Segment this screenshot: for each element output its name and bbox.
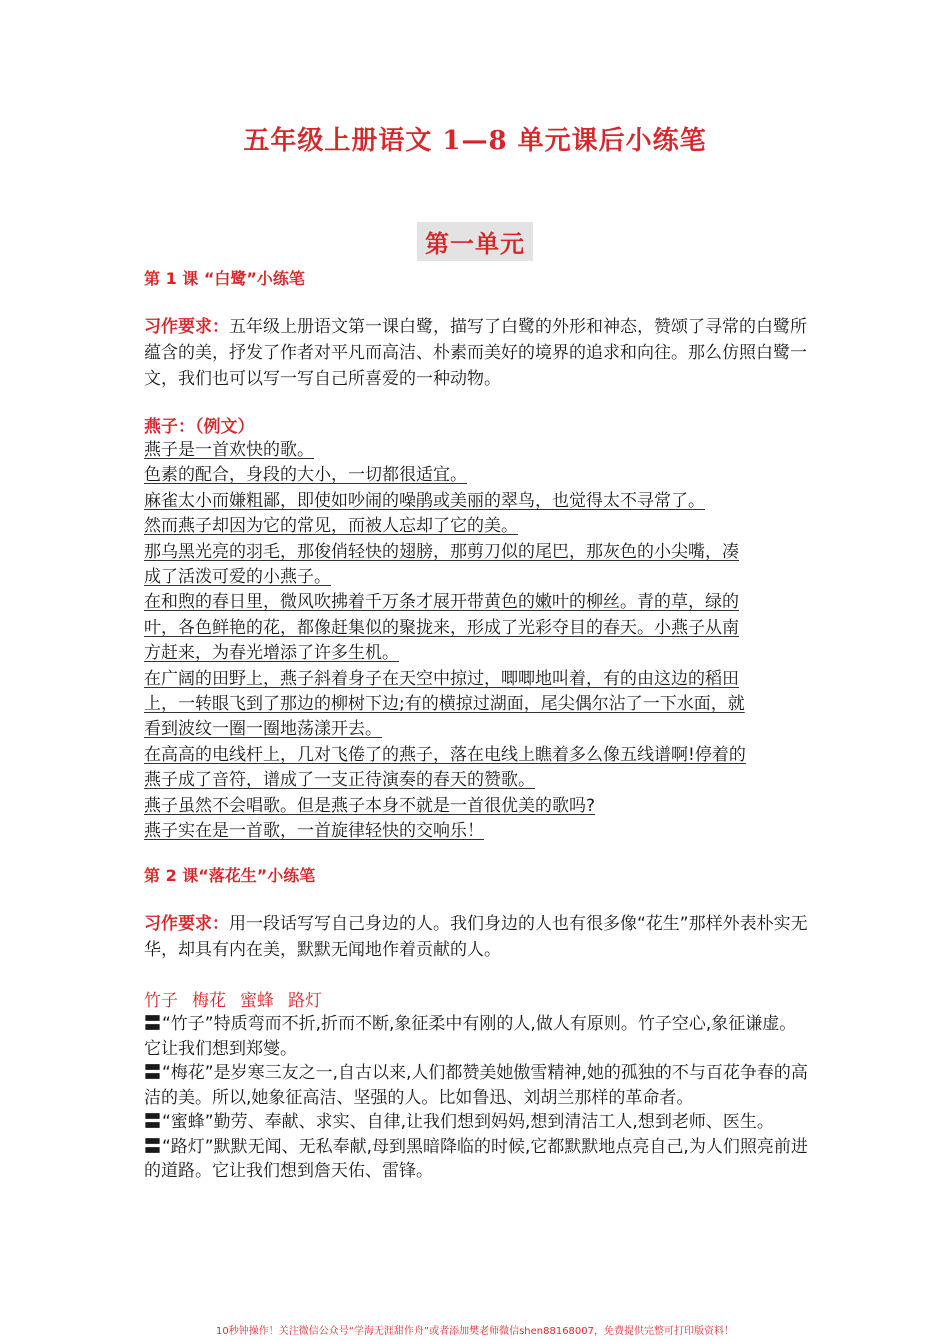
example-line: [144, 692, 808, 717]
example-text: [144, 438, 808, 845]
unit-heading: [0, 222, 950, 261]
example-line-text: 成了活泼可爱的小燕子。: [144, 567, 331, 588]
example-line-text: 在和煦的春日里，微风吹拂着千万条才展开带黄色的嫩叶的柳丝。青的草，绿的: [144, 592, 739, 613]
list-item-text: “路灯”默默无闻、无私奉献,母到黑暗降临的时候,它都默默地点亮自己,为人们照亮前进的道路。它让我们想到詹天佑、雷锋。: [144, 1136, 808, 1181]
list-item-text: “梅花”是岁寒三友之一,自古以来,人们都赞美她傲雪精神,她的孤独的不与百花争春的高洁的美。所以,她象征高洁、坚强的人。比如鲁迅、刘胡兰那样的革命者。: [144, 1063, 808, 1108]
example-line-text: 麻雀太小而嫌粗鄙，即使如吵闹的噪鹃或美丽的翠鸟，也觉得太不寻常了。: [144, 490, 705, 511]
list-item-text: “竹子”特质弯而不折,折而不断,象征柔中有刚的人,做人有原则。竹子空心,象征谦虚。它让我们想到郑燮。: [144, 1014, 797, 1059]
example-line-text: 上，一转眼飞到了那边的柳树下边;有的横掠过湖面，尾尖偶尔沾了一下水面，就: [144, 694, 745, 715]
unit-title-label: 第一单元: [417, 222, 533, 261]
symbols-heading: [144, 986, 336, 1011]
example-line-text: 叶，各色鲜艳的花，都像赶集似的聚拢来，形成了光彩夺目的春天。小燕子从南: [144, 617, 739, 638]
footer-notice: 10秒钟操作！关注微信公众号“学海无涯甜作舟”或者添加樊老师微信shen88168007，免费提供完整可打印版资料！: [215, 1326, 735, 1337]
example-line: [144, 667, 808, 692]
list-item-text: “蜜蜂”勤劳、奉献、求实、自律,让我们想到妈妈,想到清洁工人,想到老师、医生。: [162, 1112, 774, 1132]
example-line: [144, 489, 808, 514]
example-line: [144, 717, 808, 742]
symbol-word: 梅花: [192, 991, 226, 1011]
example-line: [144, 514, 808, 539]
list-item: [144, 1061, 808, 1110]
lesson-2-heading: 第 2 课“落花生”小练笔: [144, 866, 316, 885]
symbol-word: 竹子: [144, 991, 178, 1011]
requirement-label: 习作要求：: [144, 317, 229, 337]
lesson-2-requirement: [144, 911, 808, 963]
list-item: [144, 1012, 808, 1061]
example-line-text: 燕子实在是一首歌，一首旋律轻快的交响乐！: [144, 821, 484, 842]
bullet-mark: 〓: [144, 1063, 161, 1083]
symbol-list: [144, 1012, 808, 1184]
example-line: [144, 565, 808, 590]
example-line-text: 在广阔的田野上，燕子斜着身子在天空中掠过，唧唧地叫着，有的由这边的稻田: [144, 668, 739, 689]
requirement-text: 五年级上册语文第一课白鹭，描写了白鹭的外形和神态，赞颂了寻常的白鹭所蕴含的美，抒发了作者对平凡而高洁、朴素而美好的境界的追求和向往。那么仿照白鹭一文，我们也可以写一写自己所喜爱的一种动物。: [144, 317, 807, 389]
example-line: [144, 768, 808, 793]
example-line-text: 那乌黑光亮的羽毛，那俊俏轻快的翅膀，那剪刀似的尾巴，那灰色的小尖嘴，凑: [144, 541, 739, 562]
bullet-mark: 〓: [144, 1014, 161, 1034]
example-line: [144, 794, 808, 819]
example-line-text: 然而燕子却因为它的常见，而被人忘却了它的美。: [144, 516, 518, 537]
example-line-text: 燕子是一首欢快的歌。: [144, 440, 314, 460]
list-item: [144, 1110, 808, 1135]
example-line-text: 燕子成了音符，谱成了一支正待演奏的春天的赞歌。: [144, 770, 535, 791]
symbol-word: 蜜蜂: [240, 991, 274, 1011]
requirement-text: 用一段话写写自己身边的人。我们身边的人也有很多像“花生”那样外表朴实无华，却具有内在美，默默无闻地作着贡献的人。: [144, 914, 808, 960]
example-line: [144, 438, 808, 463]
example-line: [144, 590, 808, 615]
example-line: [144, 743, 808, 768]
document-title: 五年级上册语文 1—8 单元课后小练笔: [243, 126, 707, 156]
requirement-label: 习作要求：: [144, 914, 229, 934]
example-line: [144, 463, 808, 488]
example-line-text: 方赶来，为春光增添了许多生机。: [144, 643, 399, 664]
example-line-text: 看到波纹一圈一圈地荡漾开去。: [144, 719, 382, 740]
example-line: [144, 540, 808, 565]
list-item: [144, 1135, 808, 1184]
example-line-text: 燕子虽然不会唱歌。但是燕子本身不就是一首很优美的歌吗?: [144, 795, 596, 816]
example-line: [144, 616, 808, 641]
example-line: [144, 641, 808, 666]
bullet-mark: 〓: [144, 1136, 161, 1157]
lesson-1-requirement: [144, 314, 808, 392]
example-line-text: 在高高的电线杆上，几对飞倦了的燕子，落在电线上瞧着多么像五线谱啊!停着的: [144, 744, 746, 765]
example-label: 燕子：（例文）: [144, 417, 255, 437]
example-line: [144, 819, 808, 844]
bullet-mark: 〓: [144, 1112, 161, 1132]
symbol-word: 路灯: [288, 991, 322, 1011]
lesson-1-heading: 第 1 课 “白鹭”小练笔: [144, 269, 305, 288]
example-line-text: 色素的配合，身段的大小，一切都很适宜。: [144, 465, 467, 486]
